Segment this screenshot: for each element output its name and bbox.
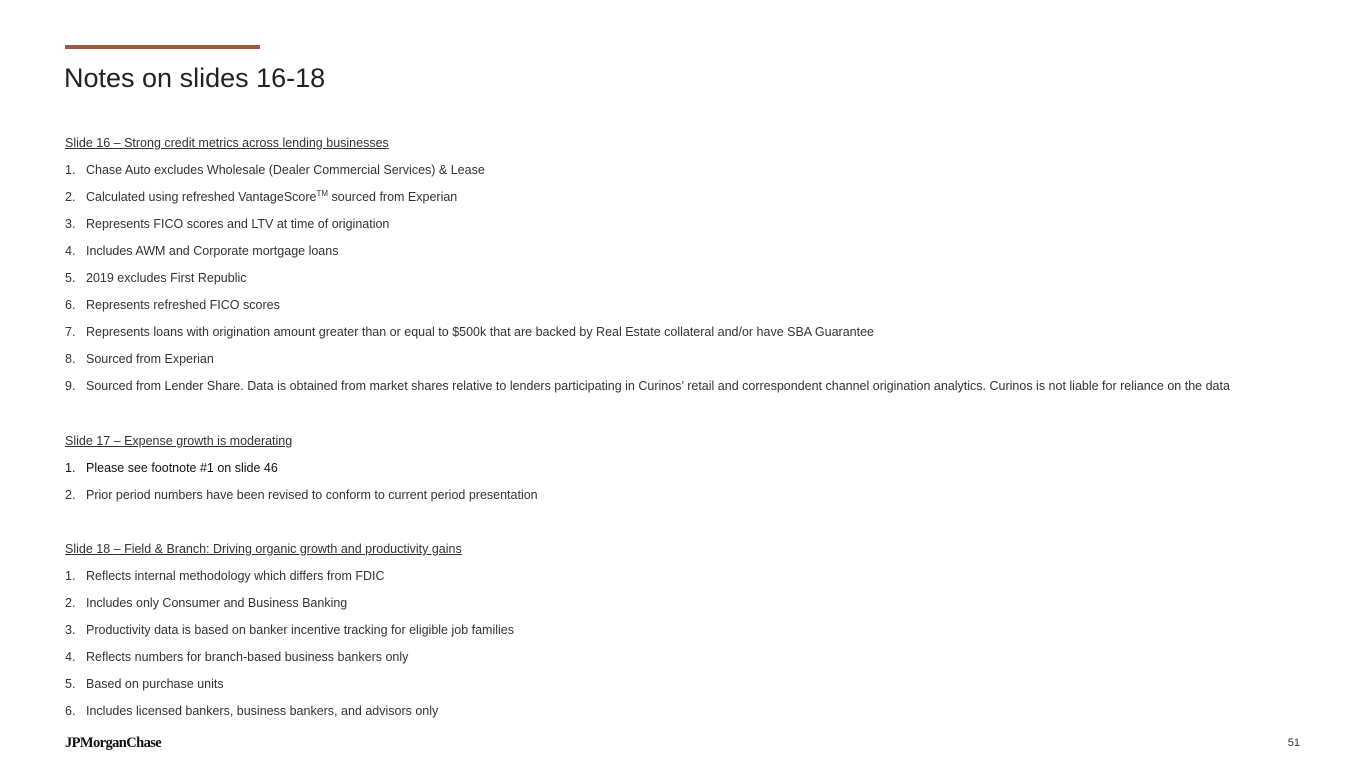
note-item bbox=[65, 324, 874, 340]
jpmorganchase-logo: JPMorganChase bbox=[65, 735, 162, 751]
note-item bbox=[65, 568, 385, 584]
note-number: 2. bbox=[65, 488, 76, 502]
note-text: Reflects numbers for branch-based business bankers only bbox=[86, 650, 409, 664]
note-item bbox=[65, 351, 214, 367]
note-number: 5. bbox=[65, 271, 76, 285]
trademark-superscript: TM bbox=[316, 189, 329, 198]
note-number: 3. bbox=[65, 623, 76, 637]
note-item bbox=[65, 243, 338, 259]
note-item bbox=[65, 460, 278, 476]
note-text: Reflects internal methodology which differs from FDIC bbox=[86, 569, 385, 583]
section-heading-slide-18: Slide 18 – Field & Branch: Driving organic growth and productivity gains bbox=[65, 542, 462, 556]
note-text: Please see footnote #1 on slide 46 bbox=[86, 461, 278, 475]
note-text: Includes licensed bankers, business bankers, and advisors only bbox=[86, 704, 439, 718]
note-text: Chase Auto excludes Wholesale (Dealer Commercial Services) & Lease bbox=[86, 163, 485, 177]
note-number: 4. bbox=[65, 650, 76, 664]
note-number: 2. bbox=[65, 596, 76, 610]
note-item bbox=[65, 297, 280, 313]
note-text: Prior period numbers have been revised to conform to current period presentation bbox=[86, 488, 538, 502]
note-text: Represents refreshed FICO scores bbox=[86, 298, 280, 312]
section-heading-slide-17: Slide 17 – Expense growth is moderating bbox=[65, 434, 293, 448]
note-number: 5. bbox=[65, 677, 76, 691]
note-item bbox=[65, 189, 457, 205]
note-item bbox=[65, 162, 485, 178]
note-number: 4. bbox=[65, 244, 76, 258]
note-number: 1. bbox=[65, 163, 76, 177]
note-text: Calculated using refreshed VantageScore bbox=[86, 190, 317, 204]
note-number: 8. bbox=[65, 352, 76, 366]
note-item bbox=[65, 703, 438, 719]
note-text: Productivity data is based on banker incentive tracking for eligible job families bbox=[86, 623, 515, 637]
note-item bbox=[65, 595, 347, 611]
note-item bbox=[65, 378, 1230, 394]
note-text: Represents FICO scores and LTV at time of origination bbox=[86, 217, 390, 231]
note-item bbox=[65, 676, 224, 692]
note-item bbox=[65, 649, 408, 665]
note-number: 6. bbox=[65, 298, 76, 312]
page-number: 51 bbox=[1287, 737, 1300, 749]
note-item bbox=[65, 270, 247, 286]
note-item bbox=[65, 622, 514, 638]
note-text: Represents loans with origination amount greater than or equal to $500k that are backed by Real Estate collateral and/or have SBA Guarantee bbox=[86, 325, 874, 339]
note-number: 6. bbox=[65, 704, 76, 718]
section-heading-slide-16: Slide 16 – Strong credit metrics across lending businesses bbox=[65, 136, 389, 150]
note-text: 2019 excludes First Republic bbox=[86, 271, 247, 285]
note-text: Sourced from Lender Share. Data is obtained from market shares relative to lenders participating in Curinos’ retail and correspondent channel origination analytics. Curinos is not liable for reliance on the data bbox=[86, 379, 1230, 393]
title-accent-bar bbox=[65, 45, 260, 49]
note-text-after: sourced from Experian bbox=[328, 190, 458, 204]
page-title: Notes on slides 16-18 bbox=[64, 63, 326, 93]
note-item bbox=[65, 487, 538, 503]
note-text: Includes only Consumer and Business Banking bbox=[86, 596, 348, 610]
note-text: Sourced from Experian bbox=[86, 352, 214, 366]
note-number: 1. bbox=[65, 461, 76, 475]
note-number: 1. bbox=[65, 569, 76, 583]
note-number: 3. bbox=[65, 217, 76, 231]
note-number: 2. bbox=[65, 190, 76, 204]
note-number: 9. bbox=[65, 379, 76, 393]
note-number: 7. bbox=[65, 325, 76, 339]
note-text: Includes AWM and Corporate mortgage loans bbox=[86, 244, 339, 258]
note-text: Based on purchase units bbox=[86, 677, 224, 691]
note-item bbox=[65, 216, 389, 232]
